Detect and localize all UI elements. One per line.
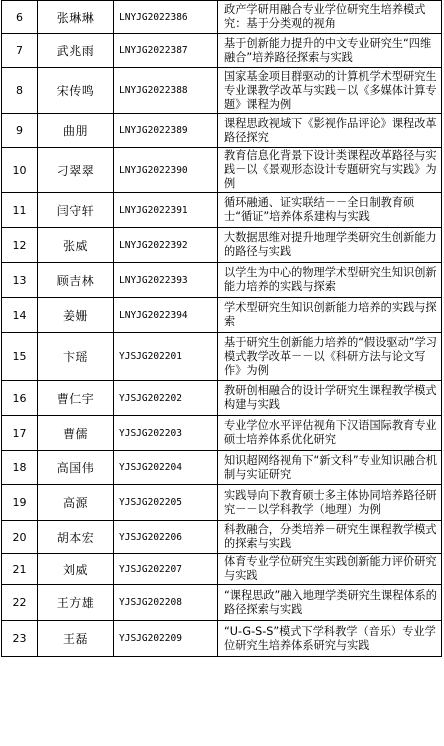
- project-code: YJSJG202209: [114, 621, 218, 657]
- project-code: YJSJG202206: [114, 521, 218, 554]
- project-table-body: [2, 1, 442, 657]
- leader-name: 高国伟: [38, 451, 114, 485]
- table-row: [2, 451, 442, 485]
- leader-name: 武兆雨: [38, 34, 114, 68]
- project-code: YJSJG202204: [114, 451, 218, 485]
- project-title: 课程思政视域下《影视作品评论》课程改革路径探究: [218, 114, 442, 148]
- table-row: [2, 381, 442, 416]
- table-row: [2, 228, 442, 263]
- leader-name: 卞瑶: [38, 333, 114, 381]
- leader-name: 刘威: [38, 554, 114, 585]
- leader-name: 曲朋: [38, 114, 114, 148]
- row-number: 10: [2, 148, 38, 193]
- leader-name: 张威: [38, 228, 114, 263]
- table-row: [2, 263, 442, 298]
- project-title: 学术型研究生知识创新能力培养的实践与探索: [218, 298, 442, 333]
- table-row: [2, 298, 442, 333]
- leader-name: 闫守轩: [38, 193, 114, 228]
- row-number: 21: [2, 554, 38, 585]
- table-row: [2, 621, 442, 657]
- row-number: 15: [2, 333, 38, 381]
- project-title: 专业学位水平评估视角下汉语国际教育专业硕士培养体系优化研究: [218, 416, 442, 451]
- leader-name: 张琳琳: [38, 1, 114, 34]
- project-title: 政产学研用融合专业学位研究生培养模式究：基于分类观的视角: [218, 1, 442, 34]
- table-row: [2, 416, 442, 451]
- project-code: LNYJG2022388: [114, 68, 218, 114]
- leader-name: 高源: [38, 485, 114, 521]
- table-row: [2, 333, 442, 381]
- row-number: 23: [2, 621, 38, 657]
- project-code: YJSJG202201: [114, 333, 218, 381]
- project-title: 大数据思维对提升地理学类研究生创新能力的路径与实践: [218, 228, 442, 263]
- project-title: 实践导向下教育硕士多主体协同培养路径研究－－以学科教学（地理）为例: [218, 485, 442, 521]
- row-number: 9: [2, 114, 38, 148]
- project-code: LNYJG2022386: [114, 1, 218, 34]
- leader-name: 王方雄: [38, 585, 114, 621]
- project-code: LNYJG2022392: [114, 228, 218, 263]
- table-row: [2, 585, 442, 621]
- table-row: [2, 554, 442, 585]
- row-number: 18: [2, 451, 38, 485]
- project-title: 科教融合，分类培养－研究生课程教学模式的探索与实践: [218, 521, 442, 554]
- project-code: LNYJG2022390: [114, 148, 218, 193]
- table-row: [2, 148, 442, 193]
- leader-name: 宋传鸣: [38, 68, 114, 114]
- project-title: “课程思政”融入地理学类研究生课程体系的路径探索与实践: [218, 585, 442, 621]
- project-title: 循环融通、证实联结－－全日制教育硕士“循证”培养体系建构与实践: [218, 193, 442, 228]
- project-code: YJSJG202207: [114, 554, 218, 585]
- project-code: LNYJG2022391: [114, 193, 218, 228]
- project-title: 基于研究生创新能力培养的“假设驱动”学习模式教学改革－－以《科研方法与论文写作》为例: [218, 333, 442, 381]
- table-row: [2, 114, 442, 148]
- project-title: “U-G-S-S”模式下学科教学（音乐）专业学位研究生培养体系研究与实践: [218, 621, 442, 657]
- project-code: YJSJG202208: [114, 585, 218, 621]
- row-number: 12: [2, 228, 38, 263]
- row-number: 20: [2, 521, 38, 554]
- table-row: [2, 68, 442, 114]
- row-number: 19: [2, 485, 38, 521]
- project-code: YJSJG202205: [114, 485, 218, 521]
- leader-name: 曹儒: [38, 416, 114, 451]
- project-title: 体育专业学位研究生实践创新能力评价研究与实践: [218, 554, 442, 585]
- row-number: 13: [2, 263, 38, 298]
- table-row: [2, 34, 442, 68]
- leader-name: 刁翠翠: [38, 148, 114, 193]
- table-row: [2, 485, 442, 521]
- row-number: 16: [2, 381, 38, 416]
- project-code: LNYJG2022393: [114, 263, 218, 298]
- row-number: 6: [2, 1, 38, 34]
- row-number: 7: [2, 34, 38, 68]
- project-code: YJSJG202202: [114, 381, 218, 416]
- project-title: 基于创新能力提升的中文专业研究生“四维融合”培养路径探索与实践: [218, 34, 442, 68]
- row-number: 8: [2, 68, 38, 114]
- table-row: [2, 1, 442, 34]
- project-title: 以学生为中心的物理学术型研究生知识创新能力培养的实践与探索: [218, 263, 442, 298]
- project-title: 国家基金项目群驱动的计算机学术型研究生专业课教学改革与实践－以《多媒体计算专题》课程为例: [218, 68, 442, 114]
- project-code: LNYJG2022394: [114, 298, 218, 333]
- leader-name: 曹仁宇: [38, 381, 114, 416]
- project-code: LNYJG2022389: [114, 114, 218, 148]
- leader-name: 姜姗: [38, 298, 114, 333]
- project-code: LNYJG2022387: [114, 34, 218, 68]
- project-title: 教研创相融合的设计学研究生课程教学模式构建与实践: [218, 381, 442, 416]
- row-number: 11: [2, 193, 38, 228]
- row-number: 22: [2, 585, 38, 621]
- row-number: 17: [2, 416, 38, 451]
- project-code: YJSJG202203: [114, 416, 218, 451]
- project-title: 知识超网络视角下“新文科”专业知识融合机制与实证研究: [218, 451, 442, 485]
- leader-name: 王磊: [38, 621, 114, 657]
- project-table: [1, 0, 442, 657]
- project-title: 教育信息化背景下设计类课程改革路径与实践－以《景观形态设计专题研究与实践》为例: [218, 148, 442, 193]
- row-number: 14: [2, 298, 38, 333]
- table-row: [2, 193, 442, 228]
- table-row: [2, 521, 442, 554]
- leader-name: 胡本宏: [38, 521, 114, 554]
- leader-name: 顾吉林: [38, 263, 114, 298]
